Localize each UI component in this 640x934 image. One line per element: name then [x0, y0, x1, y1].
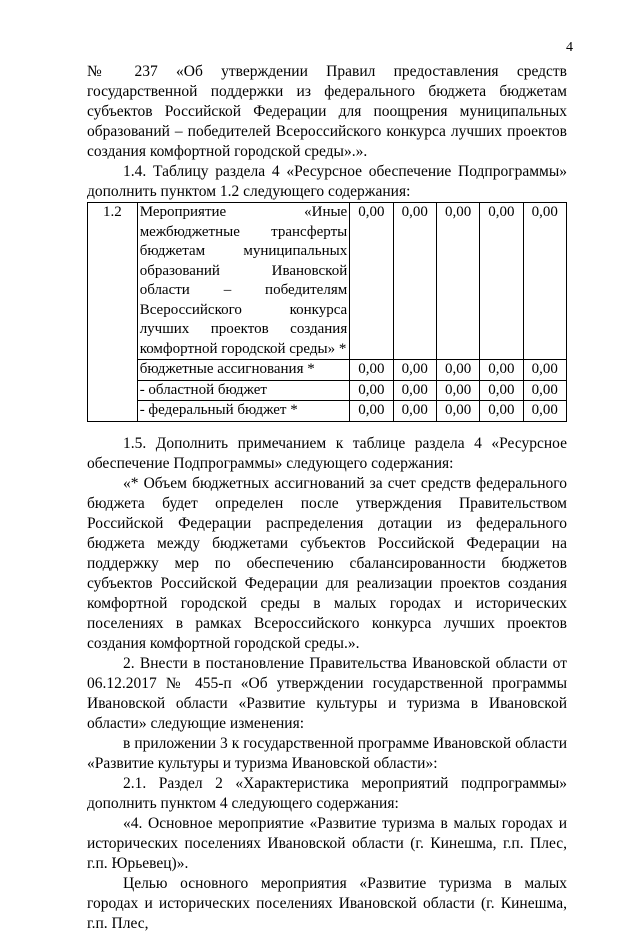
- value-cell: 0,00: [350, 203, 393, 360]
- document-body: [87, 62, 567, 934]
- value-cell: 0,00: [393, 360, 436, 381]
- paragraph: «* Объем бюджетных ассигнований за счет средств федерального бюджета будет определен после утверждения Правительством Российской Федерации распределения дотации из федерального бюджета между бюджетами субъектов Российской Федерации на поддержку мер по обеспечению сбалансированности бюджетов субъектов Российской Федерации для реализации проектов создания комфортной городской среды в малых городах и исторических поселениях в рамках Всероссийского конкурса лучших проектов создания комфортной городской среды.».: [87, 474, 567, 652]
- paragraph: 2.1. Раздел 2 «Характеристика мероприятий подпрограммы» дополнить пунктом 4 следующего содержания:: [87, 774, 567, 812]
- paragraph: в приложении 3 к государственной программе Ивановской области «Развитие культуры и туризма Ивановской области»:: [87, 734, 567, 772]
- value-cell: 0,00: [480, 401, 523, 422]
- value-cell: 0,00: [523, 380, 566, 401]
- value-cell: 0,00: [480, 380, 523, 401]
- page-number: 4: [566, 40, 573, 55]
- value-cell: 0,00: [393, 380, 436, 401]
- paragraph: 1.5. Дополнить примечанием к таблице раздела 4 «Ресурсное обеспечение Подпрограммы» следующего содержания:: [87, 434, 567, 472]
- paragraph: «4. Основное мероприятие «Развитие туризма в малых городах и исторических поселениях Ивановской области (г. Кинешма, г.п. Плес, г.п. Юрьевец)».: [87, 814, 567, 872]
- value-cell: 0,00: [350, 360, 393, 381]
- budget-row-label: - областной бюджет: [137, 380, 350, 401]
- value-cell: 0,00: [523, 360, 566, 381]
- value-cell: 0,00: [436, 380, 479, 401]
- paragraph: № 237 «Об утверждении Правил предоставления средств государственной поддержки из федерального бюджета бюджетам субъектов Российской Федерации для поощрения муниципальных образований – победителей Всероссийского конкурса лучших проектов создания комфортной городской среды».».: [87, 63, 567, 160]
- paragraph: 1.4. Таблицу раздела 4 «Ресурсное обеспечение Подпрограммы» дополнить пунктом 1.2 следующего содержания:: [87, 163, 567, 200]
- table-row: [88, 401, 567, 422]
- budget-row-label: - федеральный бюджет *: [137, 401, 350, 422]
- value-cell: 0,00: [350, 380, 393, 401]
- row-number-cell: 1.2: [88, 203, 138, 422]
- value-cell: 0,00: [436, 360, 479, 381]
- table-row: [88, 360, 567, 381]
- value-cell: 0,00: [393, 401, 436, 422]
- value-cell: 0,00: [523, 203, 566, 360]
- table-row: [88, 380, 567, 401]
- value-cell: 0,00: [480, 203, 523, 360]
- value-cell: 0,00: [480, 360, 523, 381]
- value-cell: 0,00: [436, 401, 479, 422]
- value-cell: 0,00: [436, 203, 479, 360]
- resource-table: [87, 202, 567, 422]
- paragraph: Целью основного мероприятия «Развитие туризма в малых городах и исторических поселениях Ивановской области (г. Кинешма, г.п. Плес,: [87, 874, 567, 932]
- paragraph: 2. Внести в постановление Правительства Ивановской области от 06.12.2017 № 455-п «Об утверждении государственной программы Ивановской области «Развитие культуры и туризма в Ивановской области» следующие изменения:: [87, 654, 567, 732]
- table-row: [88, 203, 567, 360]
- value-cell: 0,00: [393, 203, 436, 360]
- budget-row-label: бюджетные ассигнования *: [137, 360, 350, 381]
- measure-name-cell: Мероприятие «Иные межбюджетные трансферты бюджетам муниципальных образований Ивановской области – победителям Всероссийского конкурса лучших проектов создания комфортной городской среды» *: [137, 203, 350, 360]
- value-cell: 0,00: [523, 401, 566, 422]
- value-cell: 0,00: [350, 401, 393, 422]
